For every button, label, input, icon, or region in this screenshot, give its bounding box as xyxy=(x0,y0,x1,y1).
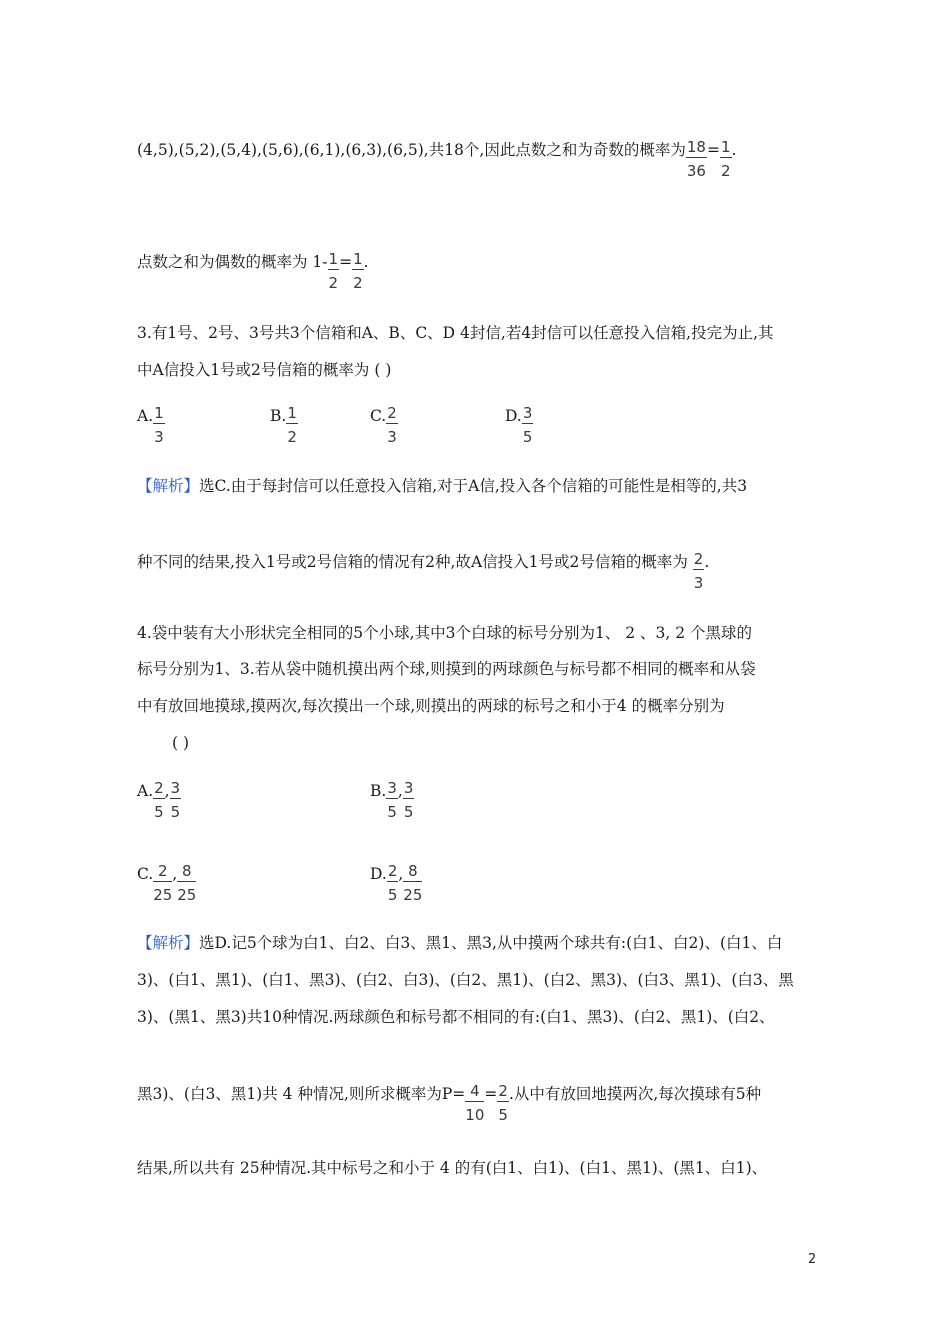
question-3-line-1: 3.有1号、2号、3号共3个信箱和A、B、C、D 4封信,若4封信可以任意投入信箱,投完为止,其 xyxy=(137,324,774,342)
fraction: $\frac{3}{5}$ xyxy=(387,779,397,821)
fraction: $\frac{1}{2}$ xyxy=(720,138,731,180)
analysis-3-line-2: 种不同的结果,投入1号或2号信箱的情况有2种,故A信投入1号或2号信箱的概率为 $\frac{2}{3}$ . xyxy=(137,550,710,592)
text-line: (4,5),(5,2),(5,4),(5,6),(6,1),(6,3),(6,5),共18个,因此点数之和为奇数的概率为 $\frac{18}{36}$ = $\frac{1}{2}$ . xyxy=(137,138,737,180)
option-c[interactable]: C. $\frac{2}{3}$ xyxy=(370,404,397,446)
fraction: $\frac{3}{5}$ xyxy=(522,404,533,446)
fraction: $\frac{2}{25}$ xyxy=(153,862,173,904)
option-d[interactable]: D. $\frac{2}{5}$ , $\frac{8}{25}$ xyxy=(370,862,423,904)
analysis-4-line-3: 3)、(黑1、黑3)共10种情况.两球颜色和标号都不相同的有:(白1、黑3)、(白2、黑1)、(白2、 xyxy=(137,1008,775,1026)
fraction: $\frac{3}{5}$ xyxy=(170,779,181,821)
page-number: 2 xyxy=(808,1252,817,1267)
option-d[interactable]: D. $\frac{3}{5}$ xyxy=(505,404,533,446)
fraction: $\frac{8}{25}$ xyxy=(403,862,423,904)
analysis-4-line-2: 3)、(白1、黑1)、(白1、黑3)、(白2、白3)、(白2、黑1)、(白2、黑3)、(白3、黑1)、(白3、黑 xyxy=(137,971,794,989)
fraction: $\frac{1}{2}$ xyxy=(328,250,339,292)
fraction: $\frac{8}{25}$ xyxy=(177,862,197,904)
fraction: $\frac{1}{3}$ xyxy=(154,404,164,446)
question-4-line-2: 标号分别为1、3.若从袋中随机摸出两个球,则摸到的两球颜色与标号都不相同的概率和从袋 xyxy=(137,660,756,678)
option-a[interactable]: A. $\frac{1}{3}$ xyxy=(137,404,164,446)
fraction: $\frac{1}{2}$ xyxy=(287,404,297,446)
text-line: 点数之和为偶数的概率为 1- $\frac{1}{2}$ = $\frac{1}{2}$ . xyxy=(137,250,369,292)
fraction: $\frac{1}{2}$ xyxy=(353,250,363,292)
question-4-line-4: ( ) xyxy=(172,734,190,752)
question-3-line-2: 中A信投入1号或2号信箱的概率为 ( ) xyxy=(137,361,392,379)
option-a[interactable]: A. $\frac{2}{5}$ , $\frac{3}{5}$ xyxy=(137,779,181,821)
fraction: $\frac{2}{5}$ xyxy=(498,1082,508,1124)
fraction: $\frac{4}{10}$ xyxy=(465,1082,485,1124)
fraction: $\frac{3}{5}$ xyxy=(403,779,414,821)
option-c[interactable]: C. $\frac{2}{25}$ , $\frac{8}{25}$ xyxy=(137,862,197,904)
question-4-line-3: 中有放回地摸球,摸两次,每次摸出一个球,则摸出的两球的标号之和小于4 的概率分别为 xyxy=(137,697,725,715)
fraction: $\frac{2}{5}$ xyxy=(387,862,398,904)
fraction: $\frac{18}{36}$ xyxy=(686,138,706,180)
option-b[interactable]: B. $\frac{1}{2}$ xyxy=(270,404,297,446)
fraction: $\frac{2}{3}$ xyxy=(387,404,397,446)
analysis-tag: 【解析】 xyxy=(137,934,200,952)
analysis-4-line-5: 结果,所以共有 25种情况.其中标号之和小于 4 的有(白1、白1)、(白1、黑1)、(黑1、白1)、 xyxy=(137,1159,768,1177)
analysis-tag: 【解析】 xyxy=(137,477,200,495)
fraction: $\frac{2}{5}$ xyxy=(154,779,164,821)
fraction: $\frac{2}{3}$ xyxy=(693,550,704,592)
question-4-line-1: 4.袋中装有大小形状完全相同的5个小球,其中3个白球的标号分别为1、 2 、3, 2 个黑球的 xyxy=(137,624,753,642)
analysis-4-line-1: 【解析】选D.记5个球为白1、白2、白3、黑1、黑3,从中摸两个球共有:(白1、白2)、(白1、白 xyxy=(137,934,783,952)
option-b[interactable]: B. $\frac{3}{5}$ , $\frac{3}{5}$ xyxy=(370,779,414,821)
analysis-4-line-4: 黑3)、(白3、黑1)共 4 种情况,则所求概率为P= $\frac{4}{10}$ = $\frac{2}{5}$ .从中有放回地摸两次,每次摸球有5种 xyxy=(137,1082,762,1124)
analysis-3-line-1: 【解析】选C.由于每封信可以任意投入信箱,对于A信,投入各个信箱的可能性是相等的,共3 xyxy=(137,477,748,495)
